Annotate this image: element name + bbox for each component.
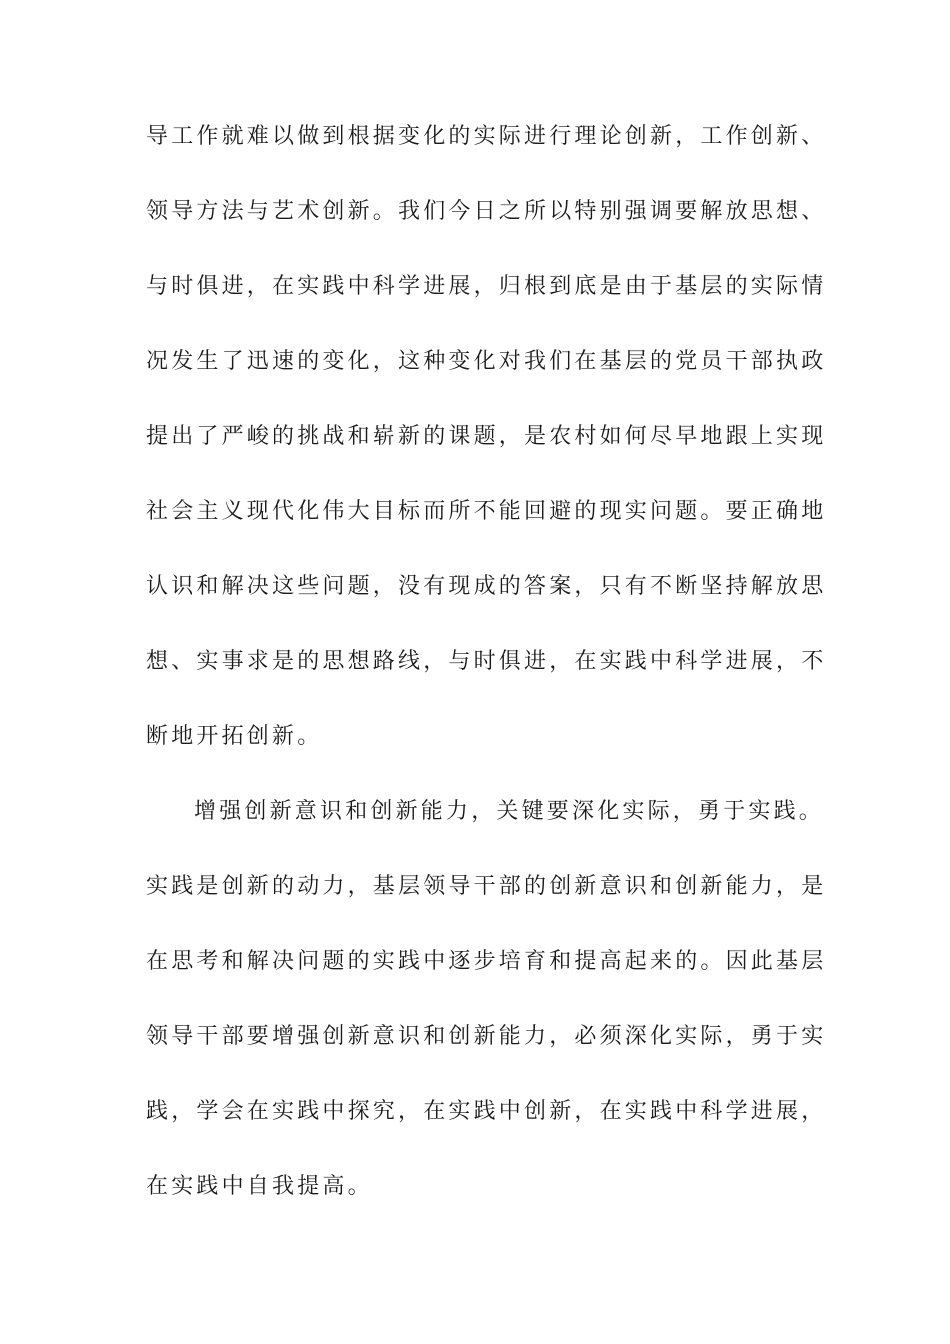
text-line: 实践是创新的动力，基层领导干部的创新意识和创新能力，是 — [146, 874, 827, 899]
paragraph-first-line: 增强创新意识和创新能力，关键要深化实际，勇于实践。 — [194, 799, 825, 824]
text-line: 在思考和解决问题的实践中逐步培育和提高起来的。因此基层 — [146, 949, 827, 974]
text-line: 想、实事求是的思想路线，与时俱进，在实践中科学进展，不 — [146, 649, 827, 674]
text-line: 提出了严峻的挑战和崭新的课题，是农村如何尽早地跟上实现 — [146, 424, 827, 449]
text-line: 在实践中自我提高。 — [146, 1174, 373, 1199]
text-line: 与时俱进，在实践中科学进展，归根到底是由于基层的实际情 — [146, 274, 827, 299]
text-line: 领导方法与艺术创新。我们今日之所以特别强调要解放思想、 — [146, 199, 827, 224]
text-line: 社会主义现代化伟大目标而所不能回避的现实问题。要正确地 — [146, 499, 827, 524]
body-text — [146, 117, 827, 1242]
text-line: 领导干部要增强创新意识和创新能力，必须深化实际，勇于实 — [146, 1024, 827, 1049]
text-line: 践，学会在实践中探究，在实践中创新，在实践中科学进展， — [146, 1099, 827, 1124]
text-line: 况发生了迅速的变化，这种变化对我们在基层的党员干部执政 — [146, 349, 827, 374]
text-line: 认识和解决这些问题，没有现成的答案，只有不断坚持解放思 — [146, 574, 827, 599]
text-line: 断地开拓创新。 — [146, 724, 323, 749]
text-line: 导工作就难以做到根据变化的实际进行理论创新，工作创新、 — [146, 124, 827, 149]
